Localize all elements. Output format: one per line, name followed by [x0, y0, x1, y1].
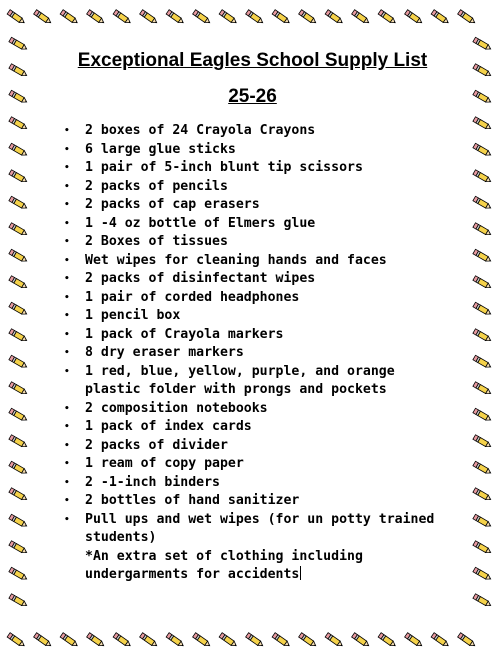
bullet-icon: •: [64, 311, 70, 321]
bullet-icon: •: [64, 348, 70, 358]
pencil-icon: [473, 117, 492, 131]
list-item: [60, 289, 445, 308]
pencil-icon: [352, 633, 371, 648]
pencil-icon: [473, 514, 492, 528]
list-item-text: 1 pencil box: [85, 308, 181, 323]
list-item-text: 1 pack of index cards: [85, 419, 252, 434]
pencil-icon: [60, 633, 79, 648]
list-item: [60, 400, 445, 419]
list-item-text: 6 large glue sticks: [85, 141, 236, 157]
pencil-icon: [9, 514, 28, 528]
list-item-text: 2 -1-inch binders: [85, 474, 220, 490]
pencil-icon: [473, 594, 492, 608]
list-item-text: 2 packs of disinfectant wipes: [85, 271, 316, 286]
pencil-icon: [473, 302, 492, 316]
pencil-icon: [473, 567, 492, 581]
pencil-icon: [9, 541, 28, 555]
list-item: [60, 492, 445, 511]
pencil-icon: [87, 633, 106, 648]
pencil-icon: [473, 276, 492, 290]
pencil-icon: [166, 633, 185, 648]
list-item-text: 1 pair of corded headphones: [85, 289, 300, 305]
pencil-icon: [473, 170, 492, 184]
pencil-icon: [193, 10, 212, 25]
pencil-icon: [272, 633, 291, 648]
pencil-icon: [140, 633, 159, 648]
bullet-icon: •: [64, 459, 70, 469]
pencil-icon: [473, 196, 492, 210]
pencil-icon: [9, 90, 28, 104]
list-item-text: 8 dry eraser markers: [85, 345, 244, 360]
bullet-icon: •: [64, 274, 70, 284]
list-item-text: 1 -4 oz bottle of Elmers glue: [85, 215, 316, 231]
pencil-icon: [9, 461, 28, 475]
pencil-icon: [378, 633, 397, 648]
pencil-icon: [219, 633, 238, 648]
bullet-icon: •: [64, 440, 70, 451]
pencil-icon: [299, 10, 318, 25]
text-cursor: [300, 566, 301, 580]
pencil-icon: [9, 488, 28, 502]
pencil-icon: [219, 10, 238, 25]
list-item: [60, 270, 445, 289]
pencil-icon: [193, 633, 212, 648]
pencil-icon: [473, 488, 492, 502]
bullet-icon: •: [64, 237, 70, 247]
page-title: Exceptional Eagles School Supply List: [77, 50, 428, 71]
list-item: [60, 418, 445, 437]
pencil-icon: [473, 435, 492, 449]
list-item-text: 2 bottles of hand sanitizer: [85, 493, 300, 508]
list-item: [60, 159, 445, 178]
school-year: 25-26: [228, 86, 277, 107]
pencil-icon: [9, 276, 28, 290]
list-item-text: 2 packs of pencils: [85, 178, 228, 194]
pencil-icon: [9, 355, 28, 369]
pencil-icon: [60, 10, 79, 25]
pencil-icon: [378, 10, 397, 25]
pencil-icon: [473, 329, 492, 343]
list-item: [60, 122, 445, 141]
list-item: [60, 511, 445, 548]
supply-list-page: [60, 48, 445, 585]
extra-clothing-note: [60, 548, 445, 585]
list-item: [60, 474, 445, 493]
pencil-icon: [9, 594, 28, 608]
bullet-icon: •: [64, 292, 70, 303]
pencil-icon: [473, 355, 492, 369]
list-item-text: 1 pack of Crayola markers: [85, 326, 284, 342]
list-item-text: 2 Boxes of tissues: [85, 234, 228, 249]
pencil-icon: [473, 223, 492, 237]
bullet-icon: •: [64, 255, 70, 266]
pencil-icon: [431, 10, 450, 25]
bullet-icon: •: [64, 514, 70, 525]
note-text: *An extra set of clothing including undergarments for accidents: [85, 548, 363, 582]
bullet-icon: •: [64, 403, 70, 414]
bullet-icon: •: [64, 126, 70, 136]
pencil-icon: [325, 10, 344, 25]
list-item-text: Wet wipes for cleaning hands and faces: [85, 252, 387, 268]
pencil-icon: [7, 633, 26, 648]
list-item: [60, 178, 445, 197]
pencil-icon: [246, 10, 265, 25]
pencil-icon: [473, 249, 492, 263]
pencil-icon: [7, 10, 26, 25]
list-item-text: 1 pair of 5-inch blunt tip scissors: [85, 160, 363, 175]
list-item: [60, 326, 445, 345]
bullet-icon: •: [64, 181, 70, 192]
bullet-icon: •: [64, 329, 70, 340]
supply-list: [60, 122, 445, 548]
pencil-icon: [272, 10, 291, 25]
pencil-icon: [9, 223, 28, 237]
pencil-icon: [9, 302, 28, 316]
pencil-icon: [352, 10, 371, 25]
pencil-icon: [9, 64, 28, 78]
pencil-icon: [9, 435, 28, 449]
pencil-icon: [431, 633, 450, 648]
bullet-icon: •: [64, 496, 70, 506]
pencil-icon: [458, 633, 477, 648]
list-item: [60, 363, 445, 400]
pencil-icon: [113, 633, 132, 648]
list-item: [60, 233, 445, 252]
pencil-icon: [473, 541, 492, 555]
pencil-icon: [246, 633, 265, 648]
list-item-text: 1 ream of copy paper: [85, 456, 244, 471]
list-item-text: Pull ups and wet wipes (for un potty trained students): [85, 511, 435, 545]
pencil-icon: [9, 382, 28, 396]
list-item-text: 1 red, blue, yellow, purple, and orange plastic folder with prongs and pockets: [85, 363, 395, 397]
bullet-icon: •: [64, 422, 70, 432]
bullet-icon: •: [64, 366, 70, 377]
pencil-icon: [87, 10, 106, 25]
pencil-icon: [9, 143, 28, 157]
pencil-icon: [473, 382, 492, 396]
list-item: [60, 252, 445, 271]
pencil-icon: [325, 633, 344, 648]
pencil-icon: [34, 10, 53, 25]
list-item-text: 2 packs of cap erasers: [85, 197, 260, 212]
list-item-text: 2 boxes of 24 Crayola Crayons: [85, 123, 316, 138]
list-item: [60, 215, 445, 234]
bullet-icon: •: [64, 144, 70, 155]
bullet-icon: •: [64, 163, 70, 173]
list-item: [60, 437, 445, 456]
list-item: [60, 196, 445, 215]
pencil-icon: [473, 461, 492, 475]
pencil-icon: [9, 170, 28, 184]
pencil-icon: [140, 10, 159, 25]
pencil-icon: [9, 408, 28, 422]
list-item: [60, 455, 445, 474]
list-item: [60, 344, 445, 363]
pencil-icon: [9, 117, 28, 131]
pencil-icon: [299, 633, 318, 648]
pencil-icon: [405, 10, 424, 25]
pencil-icon: [473, 64, 492, 78]
pencil-icon: [166, 10, 185, 25]
pencil-icon: [473, 408, 492, 422]
list-item-text: 2 packs of divider: [85, 437, 228, 453]
bullet-icon: •: [64, 477, 70, 488]
pencil-icon: [9, 567, 28, 581]
pencil-icon: [405, 633, 424, 648]
pencil-icon: [9, 196, 28, 210]
pencil-icon: [473, 143, 492, 157]
pencil-icon: [473, 90, 492, 104]
list-item: [60, 307, 445, 326]
pencil-icon: [113, 10, 132, 25]
pencil-icon: [473, 37, 492, 51]
pencil-icon: [458, 10, 477, 25]
pencil-icon: [9, 37, 28, 51]
list-item-text: 2 composition notebooks: [85, 400, 268, 416]
pencil-icon: [9, 249, 28, 263]
pencil-icon: [9, 329, 28, 343]
list-item: [60, 141, 445, 160]
pencil-icon: [34, 633, 53, 648]
bullet-icon: •: [64, 200, 70, 210]
bullet-icon: •: [64, 218, 70, 229]
